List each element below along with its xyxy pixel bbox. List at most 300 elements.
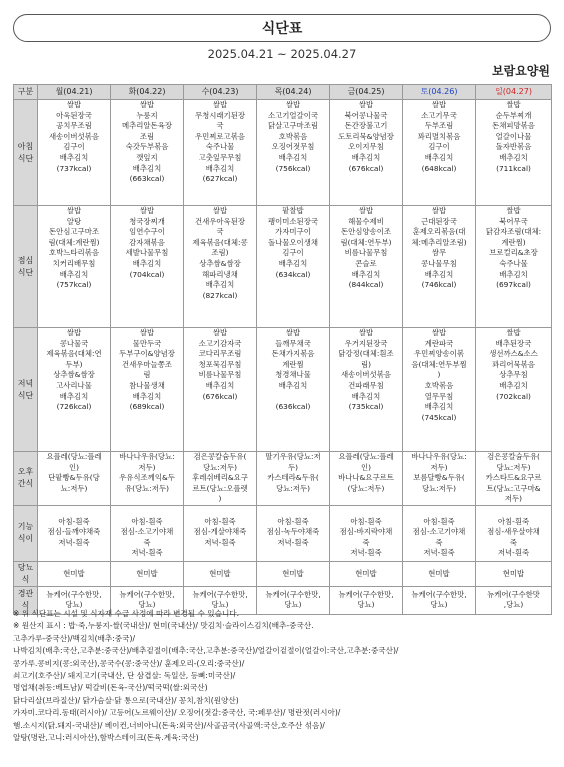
menu-item: 배추김치	[59, 269, 89, 279]
menu-item: (636kcal)	[275, 402, 311, 412]
menu-item: 돌자반볶음	[495, 142, 532, 152]
menu-cell	[184, 452, 257, 506]
menu-item: 쌀밥	[431, 206, 447, 215]
menu-item: 저두)	[504, 494, 523, 504]
menu-cell	[111, 505, 184, 561]
menu-item: 꽈리어묵볶음	[492, 359, 535, 369]
menu-cell	[403, 561, 476, 586]
menu-item: 우민찌양송이볶	[414, 349, 464, 359]
menu-item: 저녁-흰죽	[423, 548, 455, 558]
menu-item: 쌀밥	[212, 206, 228, 215]
menu-cell	[38, 505, 111, 561]
menu-item: 점심-게살야채죽	[193, 527, 247, 537]
menu-item: 쌀밥	[66, 206, 82, 215]
row-label	[14, 328, 38, 452]
menu-item: 딸기우유(당뇨:저	[265, 452, 321, 461]
menu-item: 김구이	[428, 142, 450, 152]
menu-item	[476, 506, 551, 517]
menu-item: 도토리묵&양념장	[338, 131, 394, 141]
menu-item: 검은콩칼슘두유(	[487, 452, 540, 461]
menu-item: 쌀밥	[506, 206, 521, 215]
menu-item: 제육볶음(대체:콩	[192, 237, 248, 247]
menu-cell	[403, 328, 476, 452]
menu-item: 저두)	[138, 462, 156, 472]
menu-item: 해물수제비	[348, 216, 384, 226]
row-label-line: 식단	[17, 153, 34, 163]
menu-item: (745kcal)	[421, 412, 457, 422]
menu-item: 쌀밥	[139, 328, 155, 337]
menu-item: 누룽지	[136, 110, 158, 120]
menu-item: (757kcal)	[56, 280, 92, 290]
menu-cell	[38, 561, 111, 586]
menu-cell	[184, 505, 257, 561]
menu-item: 죽	[362, 537, 370, 547]
note-line: ※ 위 식단표는 시설 및 식자재 수급 사정에 따라 변경될 수 있습니다.	[13, 609, 240, 618]
menu-item: 들깨무채국	[275, 338, 311, 348]
menu-item: 아침-흰죽	[423, 516, 455, 526]
table-body	[14, 100, 552, 615]
menu-item: 배추김치	[424, 269, 454, 279]
menu-item: 알탕	[66, 216, 82, 226]
menu-item: 콘슬로	[355, 258, 377, 268]
menu-item: 현미밥	[136, 568, 158, 578]
menu-cell	[184, 328, 257, 452]
row-label-line: 식	[21, 574, 30, 584]
date-range: 2025.04.21 ~ 2025.04.27	[207, 47, 357, 61]
menu-cell	[476, 206, 552, 328]
menu-item: 현미밥	[428, 568, 450, 578]
menu-item: 닭살고구마조림	[268, 121, 318, 131]
menu-item: 국	[216, 121, 224, 131]
menu-item: 새송이버섯볶음	[49, 131, 99, 141]
row-label-line: 기능	[17, 522, 34, 532]
note-line: 콩가루.콩비지(콩:외국산),콩국수(콩:중국산)/ 훈제오리-(오리:중국산)/	[13, 658, 245, 668]
menu-item: 상추무침	[499, 370, 528, 380]
menu-item: 뉴케어(구수한맛,	[338, 589, 394, 599]
row-label-line: 식단	[17, 390, 34, 400]
menu-item: 뉴케어(구수한맛,	[46, 589, 102, 599]
menu-item: 열무무침	[424, 391, 454, 401]
menu-item: 보름달빵&두유(	[413, 473, 465, 483]
menu-cell	[330, 505, 403, 561]
menu-item: (676kcal)	[348, 163, 384, 173]
menu-item: 김구이	[63, 142, 85, 152]
breakfast-row	[14, 100, 552, 206]
note-line: 닭다리살(브라질산)/ 닭가슴살·닭 통으로(국내산)/ 꽁치,참치(원양산)	[13, 695, 239, 705]
menu-item: 훈제오리볶음(대	[412, 227, 466, 237]
menu-item: 저녁-흰죽	[204, 537, 236, 547]
menu-cell	[476, 505, 552, 561]
menu-item: 아침-흰죽	[58, 516, 90, 526]
menu-item: 상추쌈&쌈장	[53, 370, 95, 380]
menu-item: 배추김치	[499, 269, 528, 279]
menu-item: 바나나우유(당뇨:	[411, 452, 467, 461]
menu-item: 돌나물오이생채	[268, 237, 318, 247]
menu-item: 현미밥	[282, 568, 304, 578]
menu-item: 현미밥	[209, 568, 231, 578]
header-day: 금(04.25)	[330, 85, 403, 100]
menu-item: 인)	[68, 462, 80, 472]
row-label-line: 경관	[17, 589, 34, 599]
menu-item: (756kcal)	[275, 163, 311, 173]
menu-item: 가자미구이	[275, 227, 311, 237]
menu-item: 호박볶음	[278, 131, 308, 141]
menu-item: 조림)	[211, 248, 229, 258]
menu-cell	[257, 206, 330, 328]
note-line: ※ 원산지 표시 : 밥·죽,누룽지-쌀(국내산)/ 현미(국내산)/ 맛김치·슬라이스김치(배추-중국산.	[13, 621, 314, 631]
menu-item: 돈간장불고기	[344, 121, 388, 131]
menu-item: 계란찜)	[501, 237, 526, 247]
menu-item: 깻잎지	[136, 152, 158, 162]
menu-item: (737kcal)	[56, 163, 92, 173]
facility-name: 보람요양원	[492, 64, 550, 78]
menu-item: 쌀밥	[506, 328, 521, 337]
menu-cell	[111, 100, 184, 206]
table-header-row	[14, 85, 552, 100]
menu-item: 우유식조께익&두	[119, 473, 175, 483]
menu-item: (844kcal)	[348, 280, 384, 290]
menu-item: 물만두국	[132, 338, 162, 348]
menu-item: 코다리무조림	[198, 349, 242, 359]
menu-item: 아침-흰죽	[204, 516, 236, 526]
menu-item: 근대된장국	[421, 216, 457, 226]
menu-item: 아욱된장국	[56, 110, 92, 120]
menu-cell	[330, 561, 403, 586]
menu-item: )	[218, 494, 222, 504]
row-label-line: 오후	[17, 467, 34, 477]
menu-item: 공치무조림	[56, 121, 92, 131]
menu-item: 팥찰밥	[282, 206, 304, 215]
menu-cell	[476, 561, 552, 586]
menu-item: 쌀밥	[431, 100, 447, 109]
menu-item: 쌀밥	[358, 100, 374, 109]
menu-item	[403, 506, 475, 517]
menu-item	[257, 392, 329, 403]
menu-item: 뉴케어(구수한맛,	[192, 589, 248, 599]
menu-cell	[403, 100, 476, 206]
menu-item: 배추된장국	[495, 338, 532, 348]
menu-item: 숙주나물	[499, 258, 528, 268]
menu-item: 당뇨)	[430, 600, 448, 610]
menu-item: 청국장찌개	[129, 216, 165, 226]
menu-item: 우민찌로고볶음	[195, 131, 245, 141]
menu-item: 배추김치	[278, 152, 308, 162]
menu-item: 조림	[139, 131, 155, 141]
menu-item: 르트(당뇨:오플렛	[192, 483, 248, 493]
menu-item: 바나나우유(당뇨:	[119, 452, 175, 461]
menu-item	[38, 506, 110, 517]
menu-item: 제육볶음(대체:연	[46, 349, 102, 359]
menu-item	[184, 506, 256, 517]
row-label	[14, 100, 38, 206]
menu-item: 뉴케어(구수한맛,	[265, 589, 321, 599]
menu-cell	[330, 206, 403, 328]
menu-item: 두부조림	[424, 121, 454, 131]
menu-item: 돈채피망볶음	[492, 121, 535, 131]
menu-cell	[184, 206, 257, 328]
menu-item: 쌀밥	[212, 100, 228, 109]
menu-cell	[184, 100, 257, 206]
menu-item: 후레쉬베리&요구	[192, 473, 248, 483]
menu-item: 요플레(당뇨:플레	[46, 452, 102, 461]
menu-item: 돈채가지볶음	[271, 349, 315, 359]
menu-item	[111, 506, 183, 517]
menu-item: 아침-흰죽	[350, 516, 382, 526]
menu-item: 뉴케어(구수한맛,	[119, 589, 175, 599]
menu-item: 해파리냉채	[202, 269, 238, 279]
menu-item: 림(대체:계란찜)	[48, 237, 100, 247]
menu-item: (704kcal)	[129, 269, 165, 279]
menu-cell	[330, 452, 403, 506]
menu-item: (627kcal)	[202, 174, 238, 184]
menu-cell	[257, 505, 330, 561]
menu-item: 당뇨:저두)	[203, 462, 237, 472]
menu-item: 저녁-흰죽	[277, 537, 309, 547]
menu-item: 배추김치	[499, 152, 528, 162]
menu-item: 현미밥	[355, 568, 377, 578]
menu-item: 카스타드&요구르	[485, 473, 542, 483]
menu-item: 뉴케어(구수한맛,	[411, 589, 467, 599]
menu-item: (당뇨:저두)	[347, 483, 385, 493]
menu-item: 팽이미소된장국	[268, 216, 318, 226]
menu-item: (711kcal)	[496, 163, 531, 173]
menu-item: 배추김치	[132, 391, 162, 401]
menu-item: 우거지된장국	[344, 338, 388, 348]
menu-item: 청경채나물	[275, 370, 311, 380]
menu-cell	[111, 328, 184, 452]
note-line: 고추가루-중국산)/백김치(배추:중국)/	[13, 633, 135, 643]
menu-item: 아침-흰죽	[497, 516, 530, 526]
menu-item: 새송이버섯볶음	[341, 370, 391, 380]
menu-item: (735kcal)	[348, 402, 384, 412]
menu-item: 오징어젓무침	[271, 142, 315, 152]
menu-item: 림)	[360, 359, 372, 369]
row-label-line: 식	[21, 601, 30, 611]
note-line: 알탕(명란,고니:러시아산),함박스테이크(돈육.계육:국산)	[13, 733, 199, 743]
menu-item: (726kcal)	[56, 402, 92, 412]
menu-item: 검은콩칼슘두유(	[193, 452, 247, 461]
menu-item: 북어콩나물국	[344, 110, 388, 120]
menu-item: 꽈리멸치볶음	[417, 131, 461, 141]
menu-item: 닭강정(대체:흰조	[338, 349, 394, 359]
menu-item: 배추김치	[351, 391, 381, 401]
menu-item: )	[437, 370, 441, 380]
menu-item: 건파래무침	[348, 380, 384, 390]
row-label-line: 점심	[17, 255, 34, 265]
menu-item: 계란찜	[282, 359, 304, 369]
menu-item: 죽	[509, 537, 518, 547]
header-day-sunday: 일(04.27)	[476, 85, 552, 100]
menu-item: (746kcal)	[421, 280, 457, 290]
menu-item: 유(당뇨:저두)	[125, 483, 169, 493]
menu-item: 쌀밥	[506, 100, 521, 109]
menu-item: 저녁-흰죽	[58, 537, 90, 547]
header-day: 월(04.21)	[38, 85, 111, 100]
menu-item: 배추김치	[132, 258, 162, 268]
row-label-line: 당뇨	[17, 562, 34, 572]
menu-item: 음(대체:연두부찜	[411, 359, 467, 369]
menu-item: 쌀밥	[139, 206, 155, 215]
menu-item: 쌀밥	[66, 328, 82, 337]
row-label	[14, 452, 38, 506]
menu-cell	[184, 561, 257, 586]
lunch-row	[14, 206, 552, 328]
menu-item: 쌀밥	[358, 328, 374, 337]
menu-item: (689kcal)	[129, 402, 165, 412]
menu-item: 북어무국	[499, 216, 528, 226]
menu-item: (634kcal)	[275, 269, 311, 279]
menu-item: 세발나물무침	[125, 248, 169, 258]
menu-cell	[403, 505, 476, 561]
menu-item: 숙주나물	[205, 142, 235, 152]
menu-item: 콩나물무침	[421, 258, 457, 268]
menu-item: 뉴케어(구수한맛	[487, 589, 540, 599]
menu-cell	[403, 452, 476, 506]
header-day: 화(04.22)	[111, 85, 184, 100]
menu-item: 임연수구이	[129, 227, 165, 237]
menu-item: 무청시래기된장	[195, 110, 245, 120]
menu-item: (697kcal)	[496, 280, 531, 290]
menu-cell	[111, 561, 184, 586]
menu-item: 소고기감자국	[198, 338, 242, 348]
menu-cell	[476, 452, 552, 506]
menu-item: 고사리나물	[56, 380, 92, 390]
menu-item: 상추쌈&쌈장	[199, 258, 241, 268]
menu-item: ,당뇨)	[503, 600, 524, 610]
menu-cell	[111, 452, 184, 506]
note-line: 햄.소시지(닭.돼지-국내산)/ 베이컨,너비아니(돈육:외국산)/사골곰국(사골액:국산,호주산 섞음)/	[13, 720, 325, 730]
menu-item: (827kcal)	[202, 290, 238, 300]
menu-item: (702kcal)	[496, 391, 531, 401]
menu-item: 당뇨:저두)	[496, 462, 531, 472]
menu-cell	[38, 206, 111, 328]
menu-cell	[330, 100, 403, 206]
menu-item: 배추김치	[351, 152, 381, 162]
menu-item: 오이지무침	[348, 142, 384, 152]
menu-item: 배추김치	[59, 152, 89, 162]
menu-item: 점심-소고기야채	[412, 527, 466, 537]
menu-cell	[330, 328, 403, 452]
menu-cell	[476, 100, 552, 206]
menu-item: 쌈무	[431, 248, 447, 258]
menu-item	[330, 506, 402, 517]
notes-section	[13, 608, 558, 744]
menu-item: 건새우마늘쫑조	[122, 359, 172, 369]
menu-item: 죽	[143, 537, 151, 547]
menu-item: 저녁-흰죽	[350, 548, 382, 558]
row-label-line: 저녁	[17, 378, 34, 388]
row-label	[14, 206, 38, 328]
menu-item: 쌀밥	[139, 100, 155, 109]
menu-cell	[38, 328, 111, 452]
menu-item: 현미밥	[63, 568, 85, 578]
menu-item: 소고기무국	[421, 110, 457, 120]
menu-item: 림	[143, 370, 151, 380]
page-title: 식단표	[13, 14, 551, 42]
menu-item: 배추김치	[132, 163, 162, 173]
menu-item: 체:메추리알조림)	[411, 237, 467, 247]
row-label	[14, 505, 38, 561]
menu-item: 순두부찌개	[495, 110, 532, 120]
menu-item: 배추김치	[499, 380, 528, 390]
menu-item: 메추리알돈육장	[122, 121, 172, 131]
menu-item: 아침-흰죽	[277, 516, 309, 526]
menu-cell	[257, 100, 330, 206]
menu-item: 호박느타리볶음	[49, 248, 99, 258]
menu-item: 점심-녹두야채죽	[266, 527, 320, 537]
menu-item: 감자채볶음	[129, 237, 165, 247]
menu-item: 김구이	[282, 248, 304, 258]
menu-item: (676kcal)	[202, 391, 238, 401]
menu-item: 저녁-흰죽	[497, 548, 530, 558]
header-corner: 구분	[14, 85, 38, 100]
menu-item: 참나물생채	[129, 380, 165, 390]
menu-item: 배추김치	[205, 380, 235, 390]
menu-item: 얼갈이나물	[495, 131, 532, 141]
menu-item: 현미밥	[502, 568, 525, 578]
menu-item: 소고기얼갈이국	[268, 110, 318, 120]
menu-item: (648kcal)	[421, 163, 457, 173]
menu-item: 카스테라&두유(	[267, 473, 319, 483]
menu-item: 저두)	[430, 462, 448, 472]
row-label	[14, 561, 38, 586]
menu-item: 배추김치	[424, 152, 454, 162]
menu-item	[257, 506, 329, 517]
snack-row	[14, 452, 552, 506]
row-label-line: 간식	[17, 479, 34, 489]
menu-item: 배추김치	[205, 163, 235, 173]
menu-item: 배추김치	[278, 380, 308, 390]
diabetic-diet-row	[14, 561, 552, 586]
menu-item: 쌀밥	[431, 328, 447, 337]
menu-item: 돈안심양송이조	[341, 227, 391, 237]
note-line: 명엽채(취동:베트남)/ 떡갈비(돈육-국산)/떡국떡(쌀:외국산)	[13, 683, 208, 693]
menu-item: 배추김치	[205, 280, 235, 290]
menu-item: 점심-들깨야채죽	[47, 527, 101, 537]
menu-cell	[257, 561, 330, 586]
note-line: 나박김치(배추:국산,고추분:중국산)/배추겉절이(배추:국산,고추분:중국산)/얼갈이겉절이(얼갈이:국산,고추분:중국산)/	[13, 646, 399, 656]
menu-item: (663kcal)	[129, 174, 165, 184]
menu-item: 당뇨)	[138, 600, 156, 610]
row-label-line: 아침	[17, 141, 34, 151]
menu-item: 고춧잎무무침	[198, 152, 242, 162]
menu-item: 당뇨)	[284, 600, 302, 610]
note-line: 쇠고기(호주산)/ 돼지고기(국내산, 단 삼겹살: 독일산, 등뼈:미국산)/	[13, 671, 236, 681]
menu-item: 당뇨)	[357, 600, 375, 610]
menu-item: 생선까스&소스	[489, 349, 538, 359]
meal-table	[13, 84, 552, 615]
note-line: 가자미.코다리.동태(러시아)/ 고등어(노르웨이산)/ 오징어(젓갈:중국산, 국:페루산)/ 명란젓(러시아)/	[13, 708, 341, 718]
header-day: 목(04.24)	[257, 85, 330, 100]
row-label-line: 식이	[17, 534, 34, 544]
menu-item: 닭감자조림(대체:	[485, 227, 542, 237]
menu-item: 숙갓두부볶음	[125, 142, 169, 152]
menu-item: 아침-흰죽	[131, 516, 163, 526]
menu-item: 쌀밥	[358, 206, 374, 215]
menu-item: 림(대체:연두부)	[340, 237, 392, 247]
header-day-saturday: 토(04.26)	[403, 85, 476, 100]
dinner-row	[14, 328, 552, 452]
menu-item: 요플레(당뇨:플레	[338, 452, 394, 461]
menu-cell	[403, 206, 476, 328]
menu-item: 배추김치	[424, 402, 454, 412]
special-diet-row	[14, 505, 552, 561]
row-label-line: 식단	[17, 267, 34, 277]
menu-cell	[257, 328, 330, 452]
menu-cell	[38, 100, 111, 206]
menu-item: 당뇨:저두)	[422, 483, 456, 493]
menu-item: 두부)	[65, 359, 83, 369]
